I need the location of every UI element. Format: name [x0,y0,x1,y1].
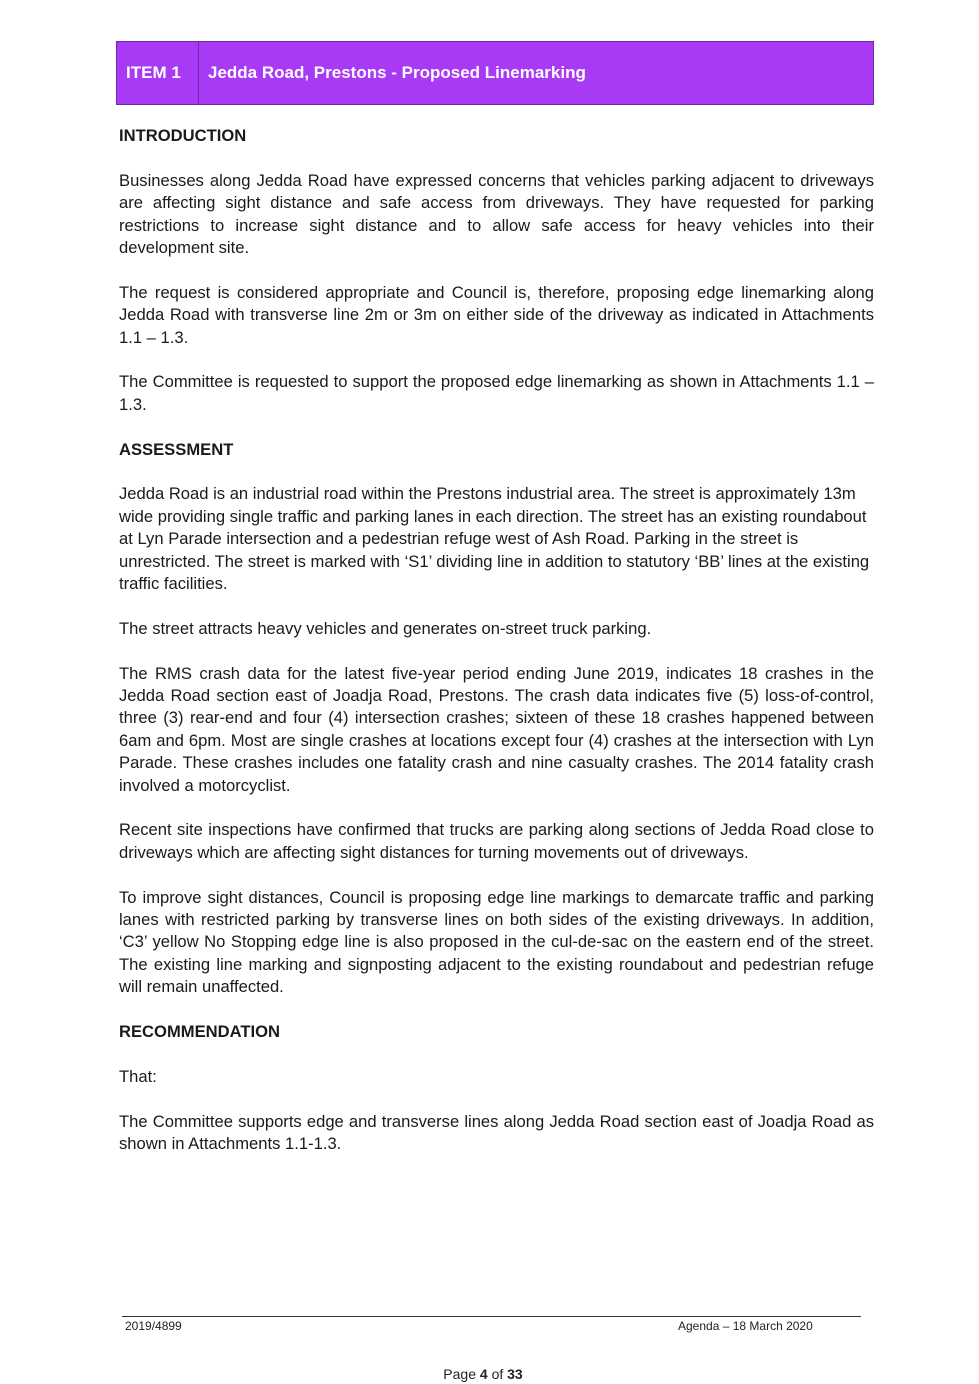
introduction-paragraph: The request is considered appropriate and Council is, therefore, proposing edge linemarking along Jedda Road with transverse line 2m or 3m on either side of the driveway as indicated in Attachments 1.1 – 1.3. [119,282,874,347]
document-body [119,125,874,1178]
introduction-paragraph: The Committee is requested to support the proposed edge linemarking as shown in Attachments 1.1 – 1.3. [119,372,874,414]
footer-agenda-date: Agenda – 18 March 2020 [678,1319,813,1333]
assessment-heading: ASSESSMENT [119,439,234,459]
page-number [0,1366,966,1382]
introduction-heading: INTRODUCTION [119,126,247,145]
assessment-paragraph: Recent site inspections have confirmed that trucks are parking along sections of Jedda Road close to driveways which are affecting sight distances for turning movements out of driveways. [119,820,874,862]
page-of: of [491,1366,504,1382]
item-banner [116,41,874,105]
recommendation-paragraph: That: [119,1066,157,1086]
assessment-paragraph: The RMS crash data for the latest five-year period ending June 2019, indicates 18 crashes in the Jedda Road section east of Joadja Road, Prestons. The crash data indicates five (5) loss-of-control, three (3) rear-end and four (4) intersection crashes; sixteen of these 18 crashes happened between 6am and 6pm. Most are single crashes at locations except four (4) crashes at the intersection with Lyn Parade. These crashes includes one fatality crash and nine casualty crashes. The 2014 fatality crash involved a motorcyclist. [119,663,874,795]
recommendation-heading: RECOMMENDATION [119,1022,281,1042]
page-total: 33 [507,1366,523,1382]
page-label: Page [443,1366,476,1382]
footer-reference: 2019/4899 [125,1319,182,1333]
page-current: 4 [479,1366,488,1382]
footer-divider [122,1316,861,1317]
introduction-paragraph: Businesses along Jedda Road have expressed concerns that vehicles parking adjacent to driveways are affecting sight distance and safe access from driveways. They have requested for parking restrictions to increase sight distance and to allow safe access for heavy vehicles into their development site. [119,170,874,258]
item-number: ITEM 1 [117,42,199,104]
assessment-paragraph: Jedda Road is an industrial road within the Prestons industrial area. The street is approximately 13m wide providing single traffic and parking lanes in each direction. The street has an existing roundabout at Lyn Parade intersection and a pedestrian refuge west of Ash Road. Parking in the street is unrestricted. The street is marked with ‘S1’ dividing line in addition to statutory ‘BB’ lines at the existing traffic facilities. [119,484,870,594]
recommendation-paragraph: The Committee supports edge and transverse lines along Jedda Road section east of Joadja Road as shown in Attachments 1.1-1.3. [119,1111,874,1154]
assessment-paragraph: The street attracts heavy vehicles and generates on-street truck parking. [119,618,652,638]
item-title: Jedda Road, Prestons - Proposed Linemarking [208,63,586,82]
assessment-paragraph: To improve sight distances, Council is proposing edge line markings to demarcate traffic and parking lanes with restricted parking by transverse lines on both sides of the existing driveways. In addition, ‘C3’ yellow No Stopping edge line is also proposed in the cul-de-sac on the eastern end of the street. The existing line marking and signposting adjacent to the existing roundabout and pedestrian refuge will remain unaffected. [119,887,874,997]
